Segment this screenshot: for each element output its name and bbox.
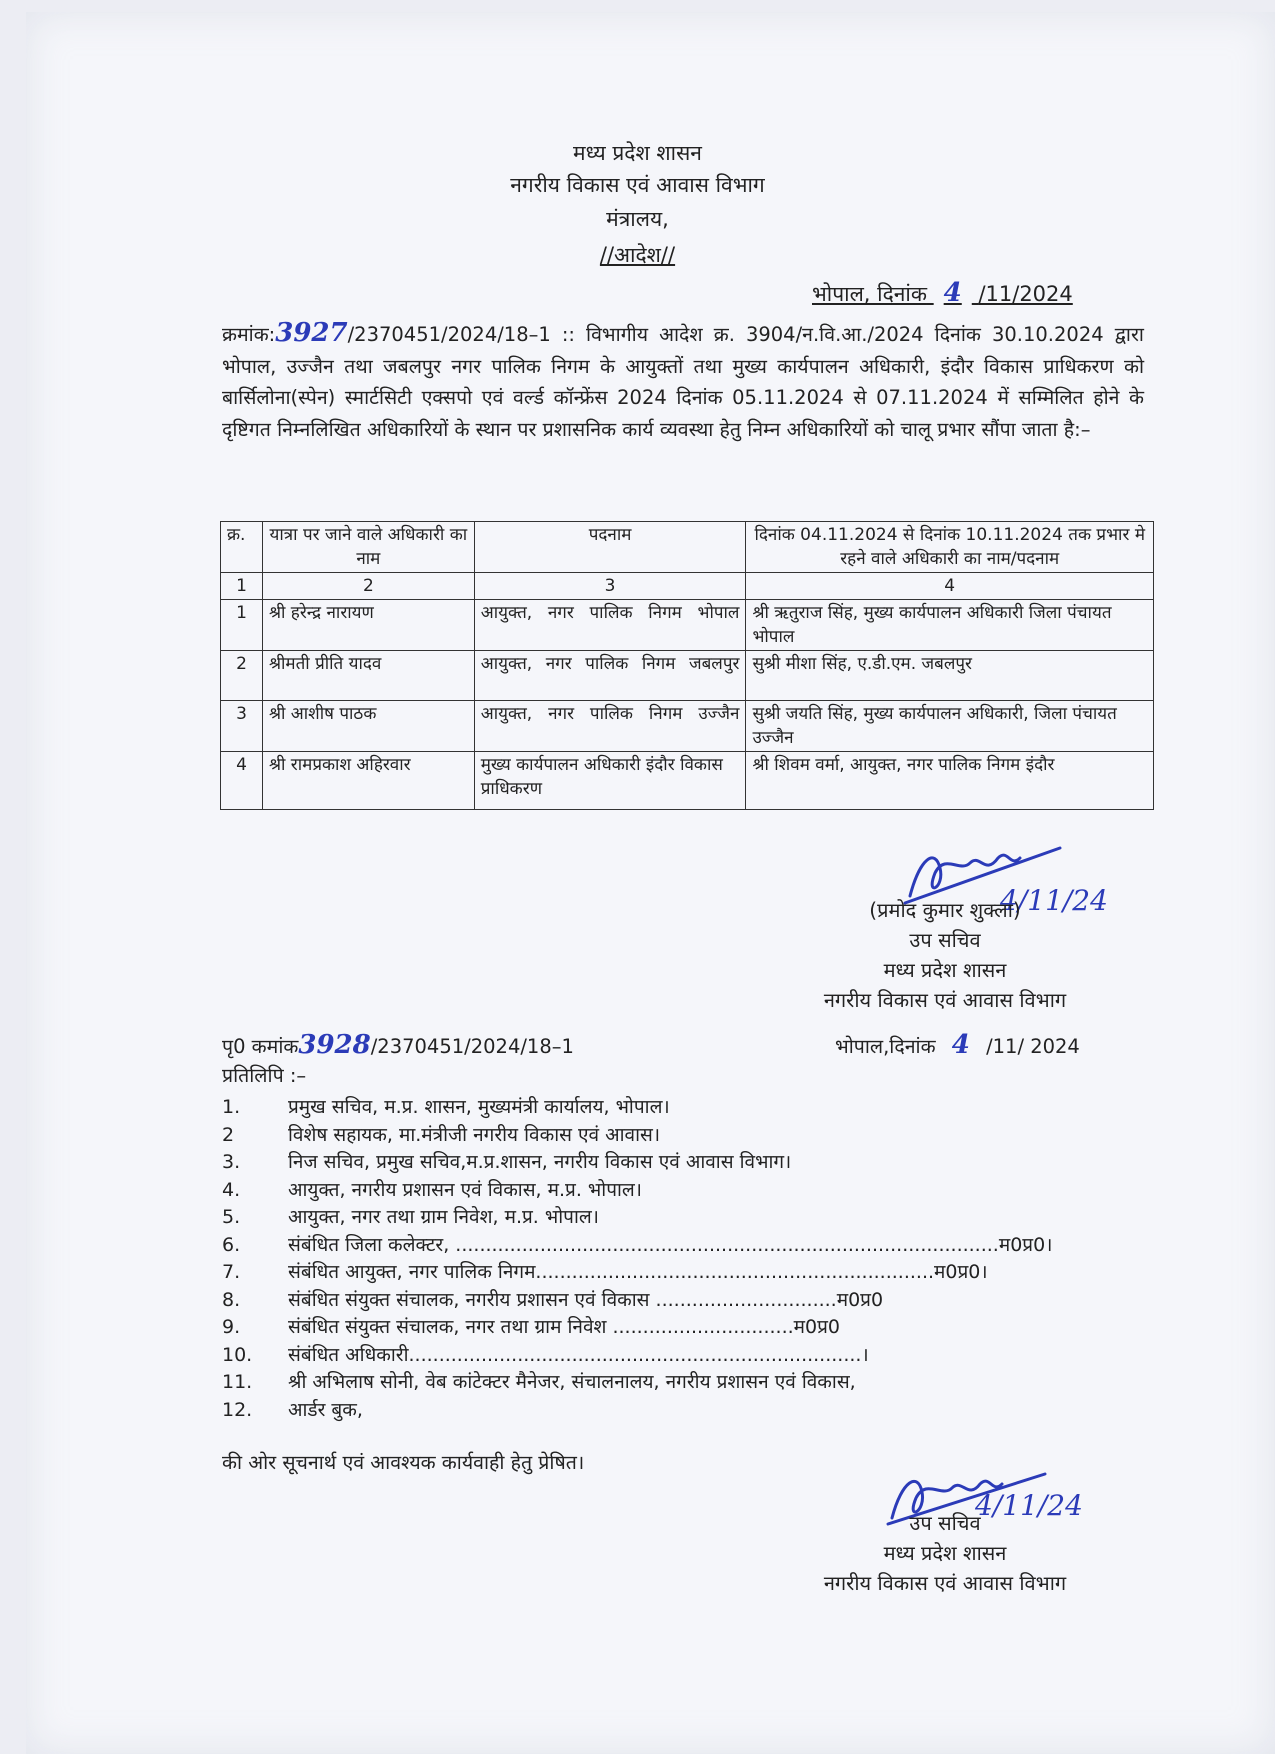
list-item-text: संबंधित संयुक्त संचालक, नगरीय प्रशासन एवं विकास ..............................म0प्र0 bbox=[288, 1288, 884, 1311]
row-sno: 1 bbox=[221, 600, 263, 651]
list-item-text: निज सचिव, प्रमुख सचिव,म.प्र.शासन, नगरीय विकास एवं आवास विभाग। bbox=[288, 1151, 792, 1173]
row-sno: 2 bbox=[221, 651, 263, 701]
signatory-govt: मध्य प्रदेश शासन bbox=[883, 958, 1007, 982]
list-item-text: आयुक्त, नगर तथा ग्राम निवेश, म.प्र. भोपाल। bbox=[288, 1206, 599, 1228]
colnum-3: 3 bbox=[474, 573, 746, 600]
list-item bbox=[222, 1369, 1052, 1397]
row-designation: आयुक्त, नगर पालिक निगम जबलपुर bbox=[474, 651, 746, 701]
copy-label: प्रतिलिपि :– bbox=[222, 1064, 307, 1087]
order-date-day-handwritten: 4 bbox=[943, 278, 962, 308]
colnum-4: 4 bbox=[746, 573, 1154, 600]
signatory-designation: उप सचिव bbox=[909, 1511, 981, 1535]
table-header-row bbox=[221, 522, 1154, 573]
endorsement-prefix: पृ0 कमांक bbox=[222, 1035, 299, 1058]
row-in-charge: सुश्री जयति सिंह, मुख्य कार्यपालन अधिकारी, जिला पंचायत उज्जैन bbox=[746, 701, 1154, 752]
ministry-label: मंत्रालय, bbox=[606, 207, 669, 231]
svg-text:4/11/24: 4/11/24 bbox=[1000, 884, 1108, 917]
header-in-charge-officer: दिनांक 04.11.2024 से दिनांक 10.11.2024 तक प्रभार मे रहने वाले अधिकारी का नाम/पदनाम bbox=[746, 522, 1154, 573]
table-row bbox=[221, 651, 1154, 701]
signatory-dept: नगरीय विकास एवं आवास विभाग bbox=[823, 1571, 1067, 1595]
list-item-number: 8. bbox=[222, 1288, 241, 1311]
endorsement-date-rest: /11/ 2024 bbox=[986, 1035, 1080, 1058]
list-item-number: 5. bbox=[222, 1206, 241, 1228]
list-item bbox=[222, 1287, 1052, 1315]
row-officer-name: श्री आशीष पाठक bbox=[262, 701, 474, 752]
signatory-govt: मध्य प्रदेश शासन bbox=[883, 1541, 1007, 1565]
list-item bbox=[222, 1149, 1052, 1177]
list-item-number: 9. bbox=[222, 1316, 241, 1338]
list-item-number: 6. bbox=[222, 1233, 241, 1256]
list-item bbox=[222, 1232, 1052, 1260]
list-item-text: संबंधित आयुक्त, नगर पालिक निगम..................................................................म0प्र0। bbox=[288, 1261, 988, 1283]
header-sno: क्र. bbox=[221, 522, 263, 573]
row-sno: 3 bbox=[221, 701, 263, 752]
order-body-text: /2370451/2024/18–1 :: विभागीय आदेश क्र. 3904/न.वि.आ./2024 दिनांक 30.10.2024 द्वारा भोपाल, उज्जैन तथा जबलपुर नगर पालिक निगम के आयुक्तों तथा मुख्य कार्यपालन अधिकारी, इंदौर विकास प्राधिकरण को बार्सिलोना(स्पेन) स्मार्टसिटी एक्सपो एवं वर्ल्ड कॉन्फ्रेंस 2024 दिनांक 05.11.2024 से 07.11.2024 में सम्मिलित होने के दृष्टिगत निम्नलिखित अधिकारियों के स्थान पर प्रशासनिक कार्य व्यवस्था हेतु निम्न अधिकारियों को चालू प्रभार सौंपा जाता है:– bbox=[222, 323, 1144, 441]
list-item bbox=[222, 1397, 1052, 1425]
row-designation: आयुक्त, नगर पालिक निगम उज्जैन bbox=[474, 701, 746, 752]
list-item bbox=[222, 1094, 1052, 1122]
colnum-2: 2 bbox=[262, 573, 474, 600]
list-item-text: प्रमुख सचिव, म.प्र. शासन, मुख्यमंत्री कार्यालय, भोपाल। bbox=[288, 1096, 670, 1118]
list-item bbox=[222, 1259, 1052, 1287]
signatory-name: (प्रमोद कुमार शुक्ला) bbox=[869, 898, 1021, 922]
endorsement-number bbox=[222, 1030, 574, 1060]
copy-list bbox=[222, 1094, 1052, 1424]
row-designation: आयुक्त, नगर पालिक निगम भोपाल bbox=[474, 600, 746, 651]
list-item-text: श्री अभिलाष सोनी, वेब कांटेक्टर मैनेजर, संचालनालय, नगरीय प्रशासन एवं विकास, bbox=[288, 1371, 856, 1393]
signatory-dept: नगरीय विकास एवं आवास विभाग bbox=[823, 988, 1067, 1012]
list-item bbox=[222, 1314, 1052, 1342]
table-row bbox=[221, 600, 1154, 651]
closing-text: की ओर सूचनार्थ एवं आवश्यक कार्यवाही हेतु प्रेषित। bbox=[222, 1451, 585, 1474]
endorsement-date bbox=[835, 1030, 1080, 1060]
list-item-number: 11. bbox=[222, 1371, 253, 1393]
row-in-charge: श्री ऋतुराज सिंह, मुख्य कार्यपालन अधिकारी जिला पंचायत भोपाल bbox=[746, 600, 1154, 651]
order-paragraph bbox=[222, 318, 1144, 445]
endorsement-date-day-handwritten: 4 bbox=[951, 1030, 970, 1060]
list-item-text: आर्डर बुक, bbox=[288, 1398, 363, 1421]
list-item bbox=[222, 1204, 1052, 1232]
row-in-charge: श्री शिवम वर्मा, आयुक्त, नगर पालिक निगम इंदौर bbox=[746, 752, 1154, 810]
table-row bbox=[221, 752, 1154, 810]
row-in-charge: सुश्री मीशा सिंह, ए.डी.एम. जबलपुर bbox=[746, 651, 1154, 701]
govt-name: मध्य प्रदेश शासन bbox=[573, 141, 702, 165]
colnum-1: 1 bbox=[221, 573, 263, 600]
list-item bbox=[222, 1342, 1052, 1370]
list-item-number: 3. bbox=[222, 1151, 241, 1173]
list-item-number: 4. bbox=[222, 1178, 241, 1201]
table-row bbox=[221, 701, 1154, 752]
list-item bbox=[222, 1122, 1052, 1150]
endorsement-number-handwritten: 3928 bbox=[298, 1030, 371, 1060]
order-number-handwritten: 3927 bbox=[275, 318, 348, 348]
department-name: नगरीय विकास एवं आवास विभाग bbox=[510, 173, 765, 197]
row-officer-name: श्री रामप्रकाश अहिरवार bbox=[262, 752, 474, 810]
list-item-text: आयुक्त, नगरीय प्रशासन एवं विकास, म.प्र. भोपाल। bbox=[288, 1178, 643, 1201]
endorsement-date-label: भोपाल,दिनांक bbox=[835, 1035, 936, 1058]
order-date-rest: /11/2024 bbox=[978, 282, 1073, 306]
list-item-text: संबंधित जिला कलेक्टर, ..........................................................................................म0प्र0। bbox=[288, 1233, 1053, 1256]
list-item-text: संबंधित संयुक्त संचालक, नगर तथा ग्राम निवेश ..............................म0प्र0 bbox=[288, 1316, 841, 1338]
list-item-number: 2 bbox=[222, 1123, 235, 1146]
order-date-label: भोपाल, दिनांक bbox=[812, 282, 927, 306]
signatory-block-1 bbox=[800, 895, 1090, 1015]
signatory-designation: उप सचिव bbox=[909, 928, 981, 952]
list-item-number: 7. bbox=[222, 1261, 241, 1283]
header-traveling-officer: यात्रा पर जाने वाले अधिकारी का नाम bbox=[262, 522, 474, 573]
order-date bbox=[812, 278, 1073, 308]
charge-table bbox=[220, 521, 1154, 810]
list-item-number: 10. bbox=[222, 1343, 253, 1366]
svg-text:4/11/24: 4/11/24 bbox=[975, 1489, 1083, 1522]
row-officer-name: श्री हरेन्द्र नारायण bbox=[262, 600, 474, 651]
row-officer-name: श्रीमती प्रीति यादव bbox=[262, 651, 474, 701]
endorsement-ref: /2370451/2024/18–1 bbox=[370, 1035, 574, 1058]
list-item-text: संबंधित अधिकारी...........................................................................। bbox=[288, 1343, 869, 1366]
row-designation: मुख्य कार्यपालन अधिकारी इंदौर विकास प्राधिकरण bbox=[474, 752, 746, 810]
order-title-text: //आदेश// bbox=[599, 243, 676, 267]
table-colnum-row bbox=[221, 573, 1154, 600]
list-item bbox=[222, 1177, 1052, 1205]
list-item-number: 12. bbox=[222, 1398, 253, 1421]
order-number-prefix: क्रमांक: bbox=[222, 323, 276, 346]
order-title bbox=[0, 240, 1275, 270]
header-designation: पदनाम bbox=[474, 522, 746, 573]
row-sno: 4 bbox=[221, 752, 263, 810]
signatory-block-2 bbox=[770, 1508, 1120, 1598]
list-item-number: 1. bbox=[222, 1096, 241, 1118]
list-item-text: विशेष सहायक, मा.मंत्रीजी नगरीय विकास एवं आवास। bbox=[288, 1123, 661, 1146]
